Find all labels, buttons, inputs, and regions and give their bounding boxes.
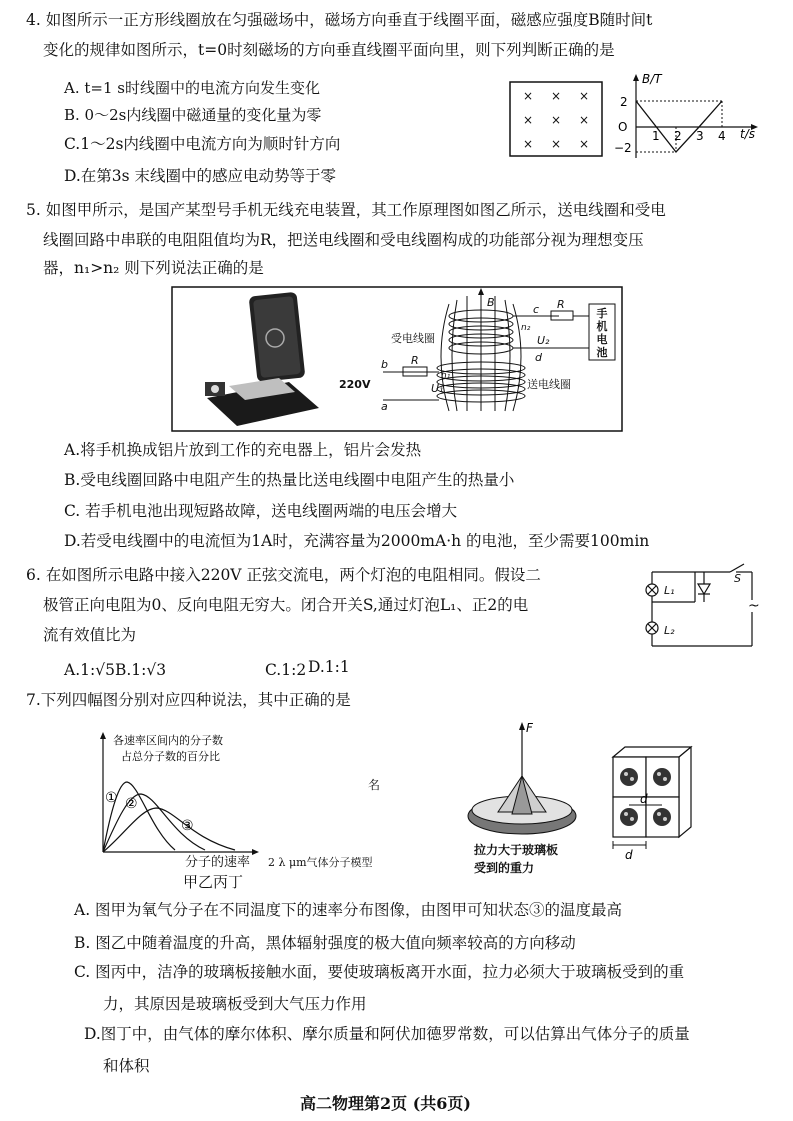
q7-speed-distribution-graph	[95, 730, 260, 860]
svg-text:L₂: L₂	[664, 624, 675, 637]
svg-text:机: 机	[596, 320, 608, 333]
q4-option-b: B. 0～2s内线圈中磁通量的变化量为零	[64, 106, 322, 124]
svg-text:L₁: L₁	[664, 584, 675, 597]
svg-text:电: 电	[596, 333, 608, 346]
q5-option-b: B.受电线圈回路中电阻产生的热量比送电线圈中电阻产生的热量小	[64, 471, 515, 489]
svg-text:×: ×	[578, 89, 590, 103]
svg-text:b: b	[381, 358, 388, 371]
q4-coil-field-figure	[508, 80, 606, 158]
q7-option-b: B. 图乙中随着温度的升高，黑体辐射强度的极大值向频率较高的方向移动	[74, 934, 576, 952]
q5-option-d: D.若受电线圈中的电流恒为1A时，充满容量为2000mA·h 的电池，至少需要100min	[64, 532, 650, 550]
q4-option-a: A. t=1 s时线圈中的电流方向发生变化	[64, 79, 320, 97]
q7-bing-force-label: F	[526, 721, 533, 735]
svg-text:~: ~	[748, 598, 760, 614]
q4-stem-line2: 变化的规律如图所示，t=0时刻磁场的方向垂直线圈平面向里，则下列判断正确的是	[43, 41, 615, 59]
q6-option-ab: A.1:√5B.1:√3	[64, 661, 167, 679]
battery-label	[597, 306, 608, 359]
q7-curve-label-1: ①	[105, 790, 118, 806]
svg-text:R: R	[557, 298, 565, 311]
svg-text:手: 手	[596, 307, 608, 320]
q7-option-d-line1: D.图丁中，由气体的摩尔体积、摩尔质量和阿伏加德罗常数，可以估算出气体分子的质量	[84, 1025, 690, 1043]
q5-stem-line2: 线圈回路中串联的电阻阻值均为R，把送电线圈和受电线圈构成的功能部分视为理想变压	[43, 231, 644, 249]
svg-text:n₂: n₂	[521, 323, 531, 333]
q6-stem-line2: 极管正向电阻为0、反向电阻无穷大。闭合开关S,通过灯泡L₁、正2的电	[43, 596, 529, 614]
svg-text:n₁: n₁	[441, 371, 451, 381]
svg-text:a: a	[381, 400, 388, 413]
q7-option-c-line1: C. 图丙中，洁净的玻璃板接触水面，要使玻璃板离开水面，拉力必须大于玻璃板受到的重	[74, 963, 685, 981]
svg-text:×: ×	[578, 113, 590, 127]
page-footer: 高二物理第2页 (共6页)	[300, 1094, 471, 1113]
q7-glass-plate-figure	[462, 718, 587, 843]
q6-option-d: D.1:1	[308, 658, 350, 676]
q7-ding-d1: d	[640, 792, 648, 806]
svg-text:池: 池	[596, 346, 608, 359]
q6-circuit-diagram	[640, 562, 770, 656]
q7-fig-yi-stray-char: 名	[368, 778, 381, 792]
svg-text:×: ×	[522, 137, 534, 151]
q4-option-d: D.在第3s 末线圈中的感应电动势等于零	[64, 167, 337, 185]
q5-option-a: A.将手机换成铝片放到工作的充电器上，铝片会发热	[64, 441, 422, 459]
q4-graph-ylabel: B/T	[642, 72, 662, 86]
q7-jia-ylabel1: 各速率区间内的分子数	[113, 734, 223, 747]
svg-text:×: ×	[550, 137, 562, 151]
svg-text:×: ×	[522, 113, 534, 127]
q5-option-c: C. 若手机电池出现短路故障，送电线圈两端的电压会增大	[64, 502, 458, 520]
q4-graph-tick-2: 2	[674, 129, 682, 143]
q7-curve-label-2: ②	[125, 796, 138, 812]
q7-option-a: A. 图甲为氧气分子在不同温度下的速率分布图像，由图甲可知状态③的温度最高	[74, 901, 623, 919]
q7-bing-caption2: 受到的重力	[474, 861, 535, 875]
q7-gas-molecule-model	[605, 745, 700, 865]
q4-graph-ypos: 2	[620, 95, 628, 109]
q7-jia-ylabel2: 占总分子数的百分比	[121, 750, 220, 763]
q4-graph-tick-3: 3	[696, 129, 704, 143]
q7-option-d-line2: 和体积	[103, 1057, 150, 1075]
svg-text:220V: 220V	[339, 378, 371, 391]
q4-stem-line1: 4. 如图所示一正方形线圈放在匀强磁场中，磁场方向垂直于线圈平面，磁感应强度B随时间t	[26, 11, 653, 29]
svg-text:送电线圈: 送电线圈	[527, 378, 571, 391]
q7-jia-xlabel: 分子的速率	[185, 855, 251, 870]
q6-stem-line3: 流有效值比为	[43, 626, 137, 644]
svg-text:S: S	[734, 572, 741, 585]
q7-option-c-line2: 力，其原因是玻璃板受到大气压力作用	[103, 995, 367, 1013]
q4-option-c: C.1～2s内线圈中电流方向为顺时针方向	[64, 135, 341, 153]
q4-graph-xlabel: t/s	[740, 127, 755, 141]
q4-graph-tick-1: 1	[652, 129, 660, 143]
q5-stem-line1: 5. 如图甲所示，是国产某型号手机无线充电装置，其工作原理图如图乙所示，送电线圈和受电	[26, 201, 666, 219]
q6-stem-line1: 6. 在如图所示电路中接入220V 正弦交流电，两个灯泡的电阻相同。假设二	[26, 566, 541, 584]
q7-ding-d2: d	[625, 848, 633, 862]
q4-graph-tick-4: 4	[718, 129, 726, 143]
svg-text:×: ×	[522, 89, 534, 103]
phone-photo	[205, 292, 319, 426]
svg-text:×: ×	[578, 137, 590, 151]
q7-curve-label-3: ③	[181, 818, 194, 834]
q7-caption-labels: 甲乙丙丁	[183, 873, 244, 891]
svg-text:B: B	[487, 296, 495, 309]
q7-caption-line: 2 λ μm气体分子模型	[268, 856, 373, 869]
svg-text:U₁: U₁	[431, 382, 444, 395]
q4-graph-origin: O	[618, 120, 628, 134]
q7-bing-caption1: 拉力大于玻璃板	[474, 843, 559, 857]
q4-graph-yneg: −2	[614, 141, 632, 155]
q5-stem-line3: 器，n₁>n₂ 则下列说法正确的是	[43, 259, 264, 277]
q6-option-c: C.1:2	[265, 661, 307, 679]
svg-text:d: d	[535, 351, 542, 364]
svg-text:U₂: U₂	[537, 334, 550, 347]
svg-text:R: R	[411, 354, 419, 367]
svg-text:×: ×	[550, 113, 562, 127]
svg-text:受电线圈: 受电线圈	[391, 332, 435, 345]
svg-text:×: ×	[550, 89, 562, 103]
svg-text:c: c	[533, 303, 540, 316]
q7-stem: 7.下列四幅图分别对应四种说法，其中正确的是	[26, 691, 351, 709]
q4-b-t-graph	[612, 72, 762, 162]
q5-wireless-charging-figure	[171, 286, 623, 432]
